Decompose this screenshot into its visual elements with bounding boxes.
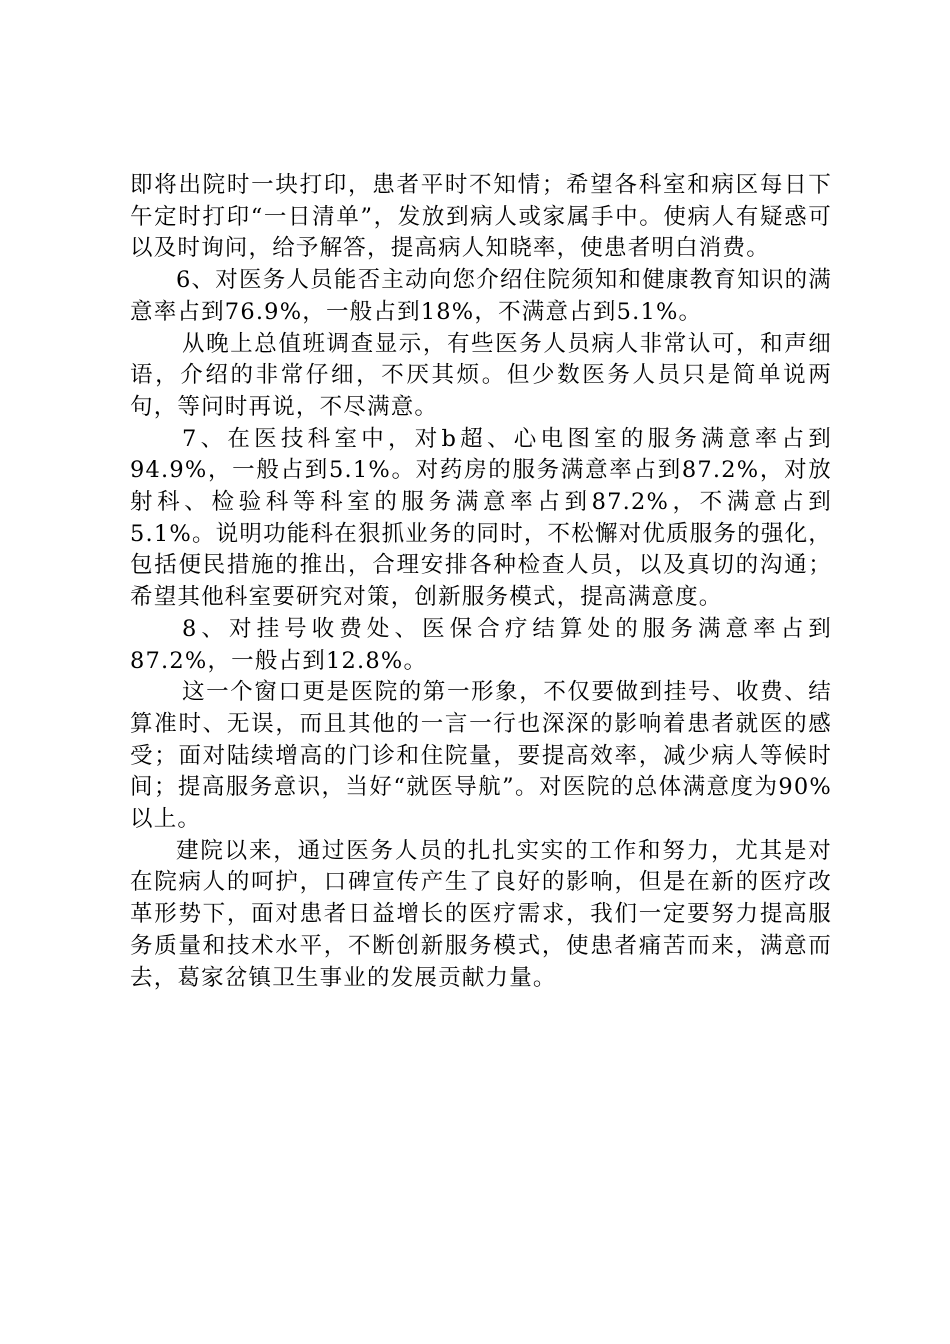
paragraph-night-duty-survey: 从晚上总值班调查显示，有些医务人员病人非常认可，和声细语，介绍的非常仔细，不厌其烦。但少数医务人员只是简单说两句，等问时再说，不尽满意。 [130,330,832,420]
paragraph-continuation: 即将出院时一块打印，患者平时不知情；希望各科室和病区每日下午定时打印“一日清单”，发放到病人或家属手中。使病人有疑惑可以及时询问，给予解答，提高病人知晓率，使患者明白消费。 [130,172,832,262]
paragraph-item-6: 6、对医务人员能否主动向您介绍住院须知和健康教育知识的满意率占到76.9%，一般占到18%，不满意占到5.1%。 [130,267,832,325]
paragraph-conclusion: 建院以来，通过医务人员的扎扎实实的工作和努力，尤其是对在院病人的呵护，口碑宣传产生了良好的影响，但是在新的医疗改革形势下，面对患者日益增长的医疗需求，我们一定要努力提高服务质量和技术水平，不断创新服务模式，使患者痛苦而来，满意而去，葛家岔镇卫生事业的发展贡献力量。 [130,837,832,991]
paragraph-item-7: 7、在医技科室中，对b超、心电图室的服务满意率占到94.9%，一般占到5.1%。对药房的服务满意率占到87.2%，对放射科、检验科等科室的服务满意率占到87.2%，不满意占到5.1%。说明功能科在狠抓业务的同时，不松懈对优质服务的强化，包括便民措施的推出，合理安排各种检查人员，以及真切的沟通；希望其他科室要研究对策，创新服务模式，提高满意度。 [130,425,832,611]
paragraph-window-image: 这一个窗口更是医院的第一形象，不仅要做到挂号、收费、结算准时、无误，而且其他的一言一行也深深的影响着患者就医的感受；面对陆续增高的门诊和住院量，要提高效率，减少病人等候时间；提高服务意识，当好“就医导航”。对医院的总体满意度为90%以上。 [130,679,832,833]
document-body [130,170,832,994]
paragraph-item-8: 8、对挂号收费处、医保合疗结算处的服务满意率占到87.2%，一般占到12.8%。 [130,615,832,674]
